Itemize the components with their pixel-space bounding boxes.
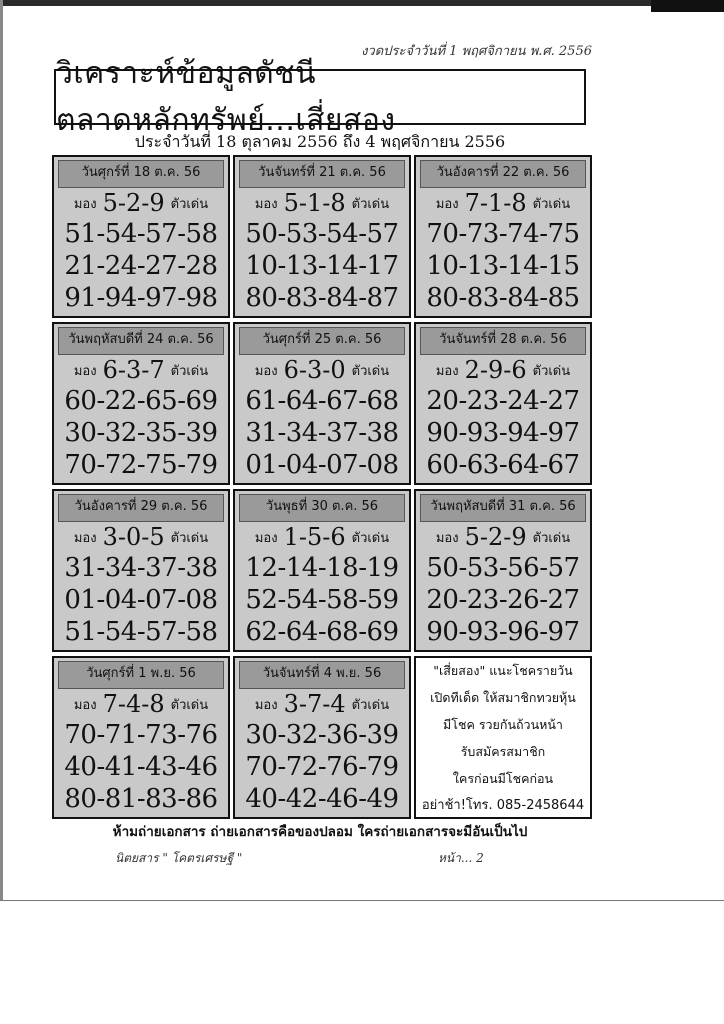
day-cell: [52, 656, 230, 819]
number-row: 80-83-84-87: [245, 283, 399, 313]
key-digits-line: [235, 522, 409, 552]
advert-line: มีโชค รวยกันถ้วนหน้า: [443, 716, 563, 732]
number-row: 12-14-18-19: [245, 553, 399, 583]
page-bottom-rule: [0, 900, 724, 901]
number-row: 01-04-07-08: [245, 450, 399, 480]
key-digits: 3-7-4: [283, 690, 346, 718]
key-digits: 6-3-0: [283, 356, 346, 384]
key-digits: 7-4-8: [102, 690, 165, 718]
day-cell: [233, 656, 411, 819]
key-label: มอง: [254, 363, 278, 379]
key-digits-line: [235, 188, 409, 218]
key-digits: 3-0-5: [102, 523, 165, 551]
key-digits: 7-1-8: [464, 189, 527, 217]
key-label: มอง: [435, 196, 459, 212]
key-digits-line: [54, 355, 228, 385]
number-row: 90-93-96-97: [426, 617, 580, 647]
advert-line: ใครก่อนมีโชคก่อน: [452, 770, 554, 786]
number-row: 90-93-94-97: [426, 418, 580, 448]
key-suffix: ตัวเด่น: [351, 697, 390, 713]
scan-left-edge: [0, 0, 3, 900]
number-row: 30-32-35-39: [64, 418, 218, 448]
number-row: 70-71-73-76: [64, 720, 218, 750]
number-row: 51-54-57-58: [64, 617, 218, 647]
day-cell: [233, 489, 411, 652]
key-label: มอง: [254, 697, 278, 713]
day-date-label: วันพฤหัสบดีที่ 24 ต.ค. 56: [58, 327, 224, 355]
key-label: มอง: [435, 363, 459, 379]
number-row: 80-83-84-85: [426, 283, 580, 313]
number-row: 10-13-14-17: [245, 251, 399, 281]
day-cell: [414, 489, 592, 652]
key-digits: 5-2-9: [102, 189, 165, 217]
day-date-label: วันจันทร์ที่ 28 ต.ค. 56: [420, 327, 586, 355]
number-row: 60-63-64-67: [426, 450, 580, 480]
key-digits: 1-5-6: [283, 523, 346, 551]
advert-phone: อย่าช้า!โทร. 085-2458644: [421, 797, 585, 813]
day-cell: [52, 489, 230, 652]
advert-box: [414, 656, 592, 819]
key-digits: 2-9-6: [464, 356, 527, 384]
key-label: มอง: [73, 196, 97, 212]
key-digits-line: [54, 689, 228, 719]
number-row: 50-53-54-57: [245, 219, 399, 249]
page-top-border: [0, 0, 724, 6]
key-digits-line: [235, 689, 409, 719]
day-date-label: วันพุธที่ 30 ต.ค. 56: [239, 494, 405, 522]
key-suffix: ตัวเด่น: [351, 196, 390, 212]
copy-warning: ห้ามถ่ายเอกสาร ถ่ายเอกสารคือของปลอม ใครถ่ายเอกสารจะมีอันเป็นไป: [112, 824, 528, 840]
key-label: มอง: [254, 530, 278, 546]
number-row: 91-94-97-98: [64, 283, 218, 313]
number-row: 61-64-67-68: [245, 386, 399, 416]
day-date-label: วันจันทร์ที่ 21 ต.ค. 56: [239, 160, 405, 188]
day-date-label: วันจันทร์ที่ 4 พ.ย. 56: [239, 661, 405, 689]
page-title: วิเคราะห์ข้อมูลดัชนีตลาดหลักทรัพย์...เสี่ยสอง: [54, 69, 586, 125]
key-digits-line: [416, 188, 590, 218]
day-cell: [52, 322, 230, 485]
day-date-label: วันศุกร์ที่ 18 ต.ค. 56: [58, 160, 224, 188]
number-row: 20-23-26-27: [426, 585, 580, 615]
key-digits-line: [54, 522, 228, 552]
number-row: 50-53-56-57: [426, 553, 580, 583]
day-date-label: วันศุกร์ที่ 25 ต.ค. 56: [239, 327, 405, 355]
day-date-label: วันพฤหัสบดีที่ 31 ต.ค. 56: [420, 494, 586, 522]
advert-line: รับสมัครสมาชิก: [460, 743, 546, 759]
key-digits: 6-3-7: [102, 356, 165, 384]
number-row: 60-22-65-69: [64, 386, 218, 416]
number-row: 70-72-76-79: [245, 752, 399, 782]
number-row: 70-73-74-75: [426, 219, 580, 249]
key-suffix: ตัวเด่น: [532, 530, 571, 546]
number-row: 21-24-27-28: [64, 251, 218, 281]
key-suffix: ตัวเด่น: [351, 363, 390, 379]
day-cell: [414, 155, 592, 318]
day-cell: [414, 322, 592, 485]
key-suffix: ตัวเด่น: [532, 196, 571, 212]
number-row: 52-54-58-59: [245, 585, 399, 615]
number-row: 70-72-75-79: [64, 450, 218, 480]
key-suffix: ตัวเด่น: [532, 363, 571, 379]
number-row: 10-13-14-15: [426, 251, 580, 281]
day-cell: [233, 155, 411, 318]
number-row: 80-81-83-86: [64, 784, 218, 814]
key-digits: 5-2-9: [464, 523, 527, 551]
number-row: 62-64-68-69: [245, 617, 399, 647]
key-digits-line: [416, 355, 590, 385]
period-line: ประจำวันที่ 18 ตุลาคม 2556 ถึง 4 พฤศจิกายน 2556: [134, 132, 506, 151]
page-number: หน้า... 2: [438, 851, 484, 865]
key-suffix: ตัวเด่น: [351, 530, 390, 546]
number-row: 01-04-07-08: [64, 585, 218, 615]
day-cell: [52, 155, 230, 318]
number-row: 40-42-46-49: [245, 784, 399, 814]
key-suffix: ตัวเด่น: [170, 363, 209, 379]
publisher-name: นิตยสาร " โคตรเศรษฐี ": [115, 851, 243, 865]
number-row: 51-54-57-58: [64, 219, 218, 249]
key-label: มอง: [254, 196, 278, 212]
advert-line: "เสี่ยสอง" แนะโชครายวัน: [433, 662, 573, 678]
key-digits-line: [416, 522, 590, 552]
scan-edge-mark: [651, 0, 724, 12]
number-row: 31-34-37-38: [64, 553, 218, 583]
number-row: 20-23-24-27: [426, 386, 580, 416]
key-digits-line: [54, 188, 228, 218]
analysis-grid: [52, 155, 592, 819]
number-row: 30-32-36-39: [245, 720, 399, 750]
key-digits: 5-1-8: [283, 189, 346, 217]
key-label: มอง: [73, 530, 97, 546]
day-date-label: วันอังคารที่ 29 ต.ค. 56: [58, 494, 224, 522]
issue-date-line: งวดประจำวันที่ 1 พฤศจิกายน พ.ศ. 2556: [361, 44, 592, 59]
day-date-label: วันอังคารที่ 22 ต.ค. 56: [420, 160, 586, 188]
day-date-label: วันศุกร์ที่ 1 พ.ย. 56: [58, 661, 224, 689]
advert-line: เปิดทีเด็ด ให้สมาชิกทวยหุ้น: [430, 689, 576, 705]
key-label: มอง: [73, 363, 97, 379]
key-label: มอง: [435, 530, 459, 546]
key-suffix: ตัวเด่น: [170, 196, 209, 212]
key-suffix: ตัวเด่น: [170, 697, 209, 713]
day-cell: [233, 322, 411, 485]
key-label: มอง: [73, 697, 97, 713]
number-row: 31-34-37-38: [245, 418, 399, 448]
number-row: 40-41-43-46: [64, 752, 218, 782]
key-suffix: ตัวเด่น: [170, 530, 209, 546]
key-digits-line: [235, 355, 409, 385]
